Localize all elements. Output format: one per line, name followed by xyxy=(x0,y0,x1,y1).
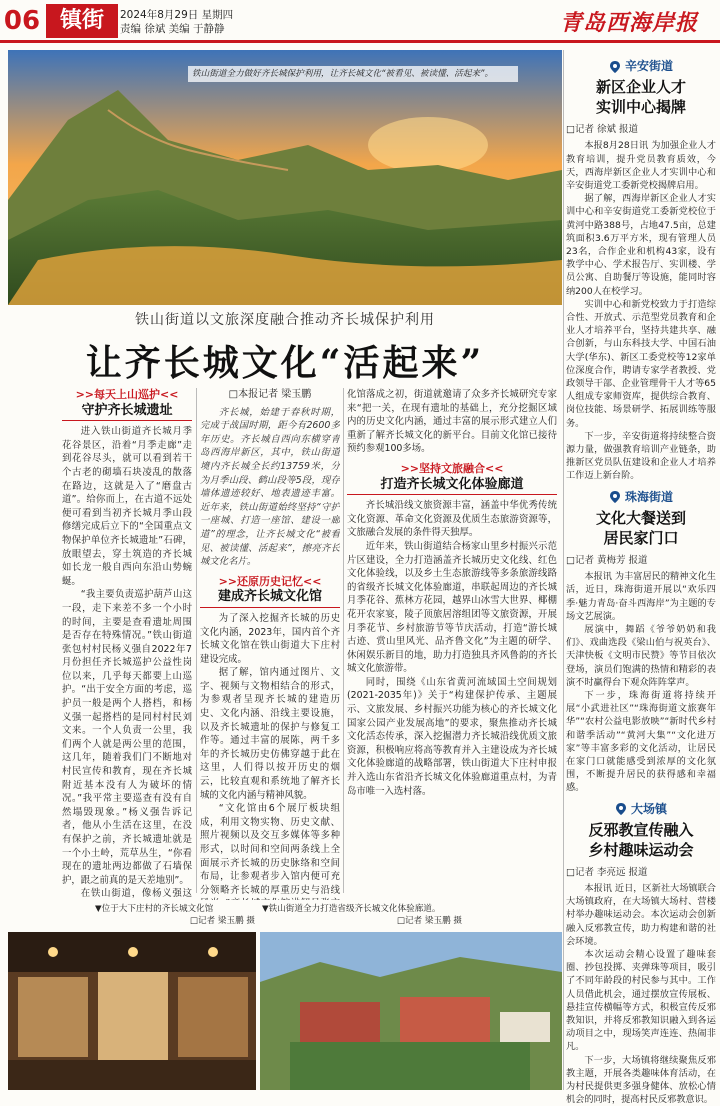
paragraph: 展演中，舞蹈《爷爷奶奶和我们》、戏曲选段《梁山伯与祝英台》、天津快板《文明市民赞》等节目依次登场，演员们饱满的热情和精彩的表演不时赢得台下观众阵阵掌声。 xyxy=(566,623,716,688)
title-line: 实训中心揭牌 xyxy=(595,98,686,117)
paragraph: 本报讯 为丰富居民的精神文化生活，近日，珠海街道开展以“欢乐四季·魅力青岛·奋斗西海岸”为主题的专场文艺展演。 xyxy=(566,571,716,622)
kicker-1: >>每天上山巡护<< xyxy=(75,388,179,401)
page-number: 06 xyxy=(3,6,41,36)
kicker-3: >>坚持文旅融合<< xyxy=(400,461,504,475)
brief-title xyxy=(566,77,716,117)
location-pin-icon xyxy=(609,61,621,73)
caption-byline: □记者 梁玉鹏 摄 xyxy=(396,916,462,926)
title-line: 新区企业人才 xyxy=(595,78,686,97)
article-column-3 xyxy=(347,388,557,900)
bottom-right-caption xyxy=(262,903,462,927)
intro-box: 齐长城，始建于春秋时期，完成于战国时期，距今有2600多年历史。齐长城自西向东横穿青岛西海岸新区，其中，铁山街道境内齐长城全长约13759米，分为月季山段、鹤山段等5段，现存墙体遗迹较好、地表遗迹丰富。近年来，铁山街道始终坚持“守护一座城、打造一座馆、建设一廊道”的理念，让齐长城文化“被看见、被读懂、活起来”，擦亮齐长城文化名片。 xyxy=(200,406,340,568)
right-column-divider xyxy=(563,50,564,1090)
paragraph: 下一步，辛安街道将持续整合资源力量，做强教育培训产业链条，助推新区党员队伍建设和企业人才培养工作迈上新台阶。 xyxy=(566,430,716,482)
page-header xyxy=(0,0,720,40)
area-name: 大场镇 xyxy=(630,801,667,816)
area-label xyxy=(566,803,716,816)
article-column-1 xyxy=(62,388,192,900)
subhead-1: 守护齐长城遗址 xyxy=(62,404,192,422)
brief-byline: □记者 李亮远 报道 xyxy=(566,866,648,878)
brief-title xyxy=(566,820,716,860)
caption-byline: □记者 梁玉鹏 摄 xyxy=(189,916,255,926)
editors: 责编 徐斌 美编 于静静 xyxy=(120,23,225,35)
title-line: 乡村趣味运动会 xyxy=(588,840,694,859)
village-aerial-photo xyxy=(260,932,562,1090)
brief-title xyxy=(566,508,716,548)
area-label xyxy=(566,60,716,73)
caption-text: ▼铁山街道全力打造省级齐长城文化体验廊道。 xyxy=(262,904,441,914)
paragraph: 在铁山街道，像杨义强这 xyxy=(80,888,192,900)
title-line: 居民家门口 xyxy=(603,528,679,547)
paragraph: 本次运动会精心设置了趣味套圈、抄包投掷、夹弹珠等项目，吸引了不同年龄段的村民参与其中。工作人员借此机会，通过摆放宣传展板、悬挂宣传横幅等方式，积极宣传反邪教知识，并将反邪教知识融入到各运动项目之中，现场笑声连连、热闹非凡。 xyxy=(566,948,716,1053)
paragraph: 本报讯 近日，区新社大场镇联合大场镇政府，在大场镇大场村、营楼村举办趣味运动会。本次运动会创新融入反邪教宣传，助力构建和谐的社会环境。 xyxy=(566,882,716,947)
area-name: 辛安街道 xyxy=(624,59,673,73)
article-column-2 xyxy=(200,388,340,900)
top-photo-caption: 铁山街道全力做好齐长城保护利用，让齐长城文化“被看见、被读懂、活起来”。 xyxy=(188,66,518,82)
subhead-2: 建成齐长城文化馆 xyxy=(200,590,340,608)
date-line: 2024年8月29日 星期四 xyxy=(120,9,234,21)
header-rule xyxy=(0,40,720,43)
article-headline: 让齐长城文化“活起来” xyxy=(85,342,485,384)
section-name[interactable]: 镇街 xyxy=(46,4,118,38)
paragraph: 本报8月28日讯 为加强企业人才教育培训，提升党员教育质效，今天，西海岸新区企业人才实训中心和辛安街道党工委新党校揭牌启用。 xyxy=(566,140,716,192)
paragraph: 下一步，大场镇将继续聚焦反邪教主题，开展各类趣味体育活动，在为村民提供更多强身健体、放松心情机会的同时，提高村民反邪教意识。 xyxy=(566,1054,716,1106)
caption-text: ▼位于大下庄村的齐长城文化馆 xyxy=(95,904,214,914)
byline: □本报记者 梁玉鹏 xyxy=(228,389,312,400)
paragraph: 同时，围绕《山东省黄河流域国土空间规划(2021-2035年)》关于“构建保护传承、主题展示、文旅发展、乡村振兴功能为核心的齐长城文化国家公园产业发展高地”的要求，聚焦推动齐长城文化活态传承，深入挖掘潜力齐长城沿线优质文旅资源，积极响应将高等教育并入主建设成为齐长城文化体验廊道的战略部署，铁山街道大下庄村申报并入选山东省沿齐长城文化体验廊道重点村，为青岛市唯一入选村落。 xyxy=(347,676,557,797)
column-divider xyxy=(196,388,197,893)
location-pin-icon xyxy=(615,803,627,815)
area-name: 珠海街道 xyxy=(624,489,673,504)
newspaper-logo: 青岛西海岸报 xyxy=(560,10,699,36)
great-wall-landscape-photo xyxy=(8,50,562,305)
paragraph: 进入铁山街道齐长城月季花谷景区，沿着“月季走廊”走到花谷尽头，就可以看到若干个古老的砌墙石块凌乱的散落在路边，这就是入了“磨盘古道”。给你而上，在古道不远处便可看到当初齐长城月季山段修缮完成后立下的“全国重点文物保护单位齐长城遗址”石碑，放眼望去，穿土筑造的齐长城如长龙一般自西向东沿山势蜿蜒。 xyxy=(62,426,192,587)
paragraph: 据了解，馆内通过图片、文字、视频与文物相结合的形式，为参观者呈现齐长城的建造历史、文化内涵、沿线主要设施，以及齐长城遗址的保护与修复工作等。通过丰富的展陈，两千多年的齐长城历史仿佛穿越于此在这里，人们得以按开历史的烟云，比较直观和系统地了解齐长城的文化内涵与精神风貌。 xyxy=(200,667,340,801)
paragraph: 近年来，铁山街道结合杨家山里乡村振兴示范片区建设，全力打造涵盖齐长城历史文化线、红色文化体验线，以及乡土生态旅游线等多条旅游线路的省级齐长城文化体验廊道，串联起周边的齐长城月季花谷、蕉林方花园，越界山冰雪大世界、椰棚花开农家宴，陵子顶旅居溶组团等文旅资源，开展月季花节、乡村旅游节等节庆活动，打造“游长城古迹、赏山里风光、品齐鲁文化”为主题的研学、休闲娱乐新目的地，助力打造独具齐风鲁韵的齐长城文化旅游带。 xyxy=(347,540,557,675)
briefs-column xyxy=(566,56,716,1106)
paragraph: 实训中心和新党校致力于打造综合性、开放式、示范型党员教育和企业人才培养平台，坚持共建共享、融合创新，与山东科技大学、中国石油大学(华东)、新区工委党校等12家单位深度合作，聘请专家学者教授、党政领导干部、企业管理骨干人才等65人组成专家师资库，提供综合教育、岗位技能、场景研学、拓展训练等服务。 xyxy=(566,298,716,429)
brief-byline: □记者 徐斌 报道 xyxy=(566,124,639,136)
subhead-3: 打造齐长城文化体验廊道 xyxy=(347,478,557,496)
header-meta xyxy=(120,8,320,36)
title-line: 反邪教宣传融入 xyxy=(588,820,694,839)
paragraph: 据了解，西海岸新区企业人才实训中心和辛安街道党工委新党校位于黄河中路388号，占地47.5亩，总建筑面积3.6万平方米，现有管理人员23名，合作企业和机构43家，设有教学中心、学术报告厅、实训楼、学员公寓、自助餐厅等设施，能同时容纳200人在校学习。 xyxy=(566,193,716,297)
column-divider xyxy=(343,388,344,893)
paragraph: “文化馆由6个展厅板块组成，利用文物实物、历史文献、照片视频以及交互多媒体等多种形式，以时间和空间两条线上全面展示齐长城的历史脉络和空间布局，让参观者步入馆内便可充分领略齐长城的厚重历史与沿线 xyxy=(200,803,340,896)
article-subtitle: 铁山街道以文旅深度融合推动齐长城保护利用 xyxy=(135,312,435,328)
area-label xyxy=(566,491,716,504)
paragraph: “我主要负责巡护葫芦山这一段，走下来差不多一个小时的时间，主要是查看遗址周围是否存在特殊情况。”铁山街道张包村村民杨义强自2022年7月份担任齐长城巡护公益性岗位以来，几乎每天都要上山巡护。“出于安全方面的考虑，巡护员一般是两个人搭档，和杨义强一起搭档的是同村村民刘文来。一个人负责一公里，我们两个人就是两公里的范围，这几年，随着我们门不断地对村民宣传和教育，现在齐长城附近基本没有人为破坏的情况。”我平常主要巡查有没有自然塌毁现象。”杨义强告诉记者，他从小生活在这里，在没有保护之前，齐长城遗址就是一个小土岭，荒草丛生，“你看现在的遗址两边都做了石墙保护，跟之前真的是天差地别”。 xyxy=(62,589,192,886)
bottom-left-caption xyxy=(95,903,255,927)
museum-interior-photo xyxy=(8,932,256,1090)
paragraph: 齐长城沿线文旅资源丰富，涵盖中华优秀传统文化资源、革命文化资源及优质生态旅游资源等，文旅融合发展的条件得天独厚。 xyxy=(347,500,557,539)
title-line: 文化大餐送到 xyxy=(595,508,686,527)
paragraph: 下一步，珠海街道将持续开展“小武进社区”“珠海街道文旅赛年华”“农村公益电影放映”“新时代乡村和谐季活动”“黄河大集”“文化进万家”等丰富多彩的文化活动，让居民在家门口就能感受到浓厚的文化氛围，不断提升居民的获得感和幸福感。 xyxy=(566,689,716,794)
paragraph: 为了深入挖掘齐长城的历史文化内涵，2023年，国内首个齐长城文化馆在铁山街道大下庄村建设完成。 xyxy=(200,612,340,665)
story-banner xyxy=(18,305,552,385)
location-pin-icon xyxy=(609,491,621,503)
brief-byline: □记者 黄梅芳 报道 xyxy=(566,554,648,566)
kicker-2: >>还原历史记忆<< xyxy=(218,574,322,588)
paragraph: 化馆落成之初，街道就邀请了众多齐长城研究专家来“把一关，在现有遗址的基础上，充分挖掘区域内的历史文化内涵，通过丰富的展示形式建立人们重新了解齐长城文化的新平台。目前文化馆已接待预约参观100多场。 xyxy=(347,389,557,455)
